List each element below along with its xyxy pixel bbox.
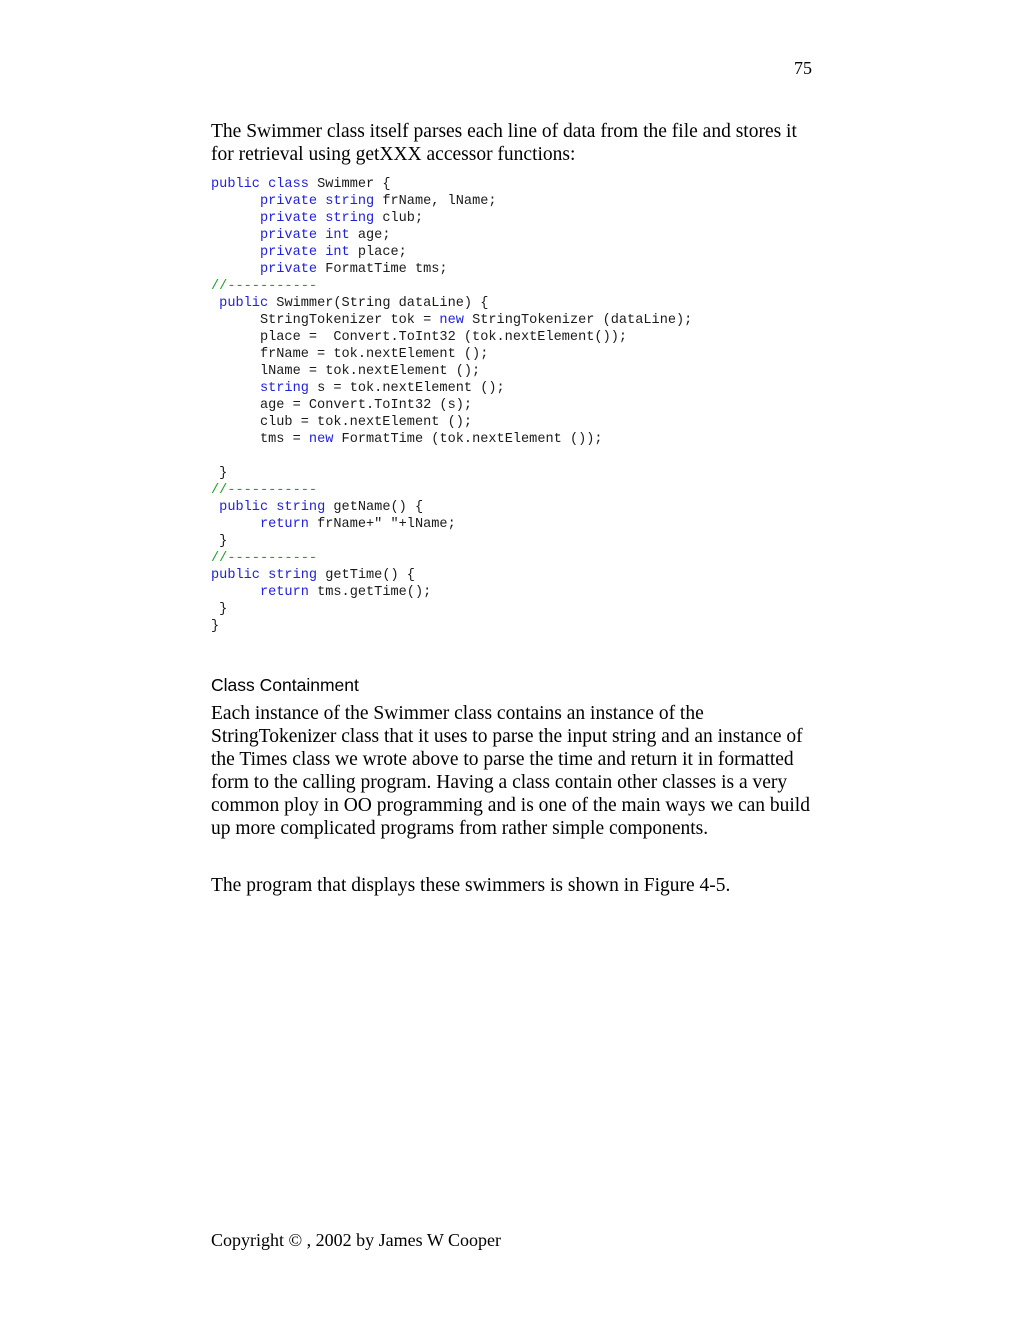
code-text: StringTokenizer (dataLine); [463, 313, 693, 328]
code-line [211, 363, 692, 380]
code-text [211, 194, 260, 209]
code-text: place; [349, 245, 407, 260]
intro-paragraph: The Swimmer class itself parses each line of data from the file and stores it for retrieval using getXXX accessor functions: [211, 121, 797, 165]
copyright-footer: Copyright © , 2002 by James W Cooper [211, 1230, 501, 1250]
code-line [211, 533, 692, 550]
code-line [211, 227, 692, 244]
code-line [211, 295, 692, 312]
code-text: } [211, 619, 220, 634]
code-text: lName = tok.nextElement (); [211, 364, 481, 379]
code-text: club = tok.nextElement (); [211, 415, 473, 430]
code-line [211, 244, 692, 261]
code-line [211, 176, 692, 193]
code-keyword: return [259, 585, 309, 600]
code-text: getTime() { [317, 568, 415, 583]
code-line [211, 261, 692, 278]
code-keyword: public class [211, 177, 309, 192]
code-text: frName, lName; [374, 194, 497, 209]
code-keyword: private [259, 262, 318, 277]
code-line [211, 465, 692, 482]
code-text [211, 296, 219, 311]
code-line [211, 431, 692, 448]
code-line [211, 601, 692, 618]
code-keyword: public [219, 296, 269, 311]
code-text: tms = [211, 432, 309, 447]
code-text: FormatTime (tok.nextElement ()); [333, 432, 603, 447]
code-line [211, 448, 692, 465]
code-line [211, 482, 692, 499]
code-line [211, 346, 692, 363]
section-heading: Class Containment [211, 675, 359, 695]
code-text [211, 585, 260, 600]
code-keyword: new [439, 313, 464, 328]
code-text [211, 381, 260, 396]
code-keyword: private int [259, 228, 350, 243]
code-text: age; [349, 228, 391, 243]
code-listing [211, 176, 692, 635]
code-text [211, 228, 260, 243]
code-line [211, 567, 692, 584]
body-paragraph: Each instance of the Swimmer class contains an instance of the StringTokenizer class that it uses to parse the input string and an instance of the Times class we wrote above to parse the time and return it in formatted form to the calling program. Having a class contain other classes is a very common ploy in OO programming and is one of the main ways we can build up more complicated programs from rather simple components. [211, 703, 810, 839]
code-line [211, 584, 692, 601]
code-text [211, 500, 219, 515]
code-text: place = Convert.ToInt32 (tok.nextElement()); [211, 330, 628, 345]
code-text [211, 245, 260, 260]
code-text: tms.getTime(); [308, 585, 432, 600]
code-comment: //----------- [211, 551, 318, 566]
code-comment: //----------- [211, 279, 318, 294]
code-keyword: private int [259, 245, 350, 260]
code-text: frName+" "+lName; [308, 517, 456, 532]
code-line [211, 618, 692, 635]
page-number: 75 [794, 58, 812, 78]
code-text: Swimmer(String dataLine) { [268, 296, 489, 311]
code-line [211, 550, 692, 567]
code-keyword: return [259, 517, 309, 532]
code-keyword: new [308, 432, 334, 447]
code-text: Swimmer { [308, 177, 391, 192]
code-line [211, 499, 692, 516]
code-line [211, 278, 692, 295]
code-text: } [211, 466, 228, 481]
code-text: s = tok.nextElement (); [308, 381, 505, 396]
code-line [211, 193, 692, 210]
code-line [211, 329, 692, 346]
body-paragraph-figure-ref: The program that displays these swimmers is shown in Figure 4-5. [211, 875, 731, 896]
code-keyword: public string [211, 568, 318, 583]
code-keyword: private string [259, 211, 375, 226]
code-line [211, 414, 692, 431]
code-text [211, 262, 260, 277]
code-text: age = Convert.ToInt32 (s); [211, 398, 473, 413]
code-text [211, 517, 260, 532]
code-text: StringTokenizer tok = [211, 313, 440, 328]
code-line [211, 312, 692, 329]
code-comment: //----------- [211, 483, 318, 498]
code-line [211, 397, 692, 414]
code-line [211, 210, 692, 227]
code-keyword: string [259, 381, 309, 396]
code-text [211, 211, 260, 226]
code-text: frName = tok.nextElement (); [211, 347, 489, 362]
code-text: club; [374, 211, 424, 226]
code-line [211, 516, 692, 533]
code-text: } [211, 602, 228, 617]
code-keyword: private string [259, 194, 375, 209]
code-text: FormatTime tms; [317, 262, 448, 277]
code-text: } [211, 534, 228, 549]
code-keyword: public string [219, 500, 326, 515]
code-text: getName() { [325, 500, 424, 515]
code-line [211, 380, 692, 397]
